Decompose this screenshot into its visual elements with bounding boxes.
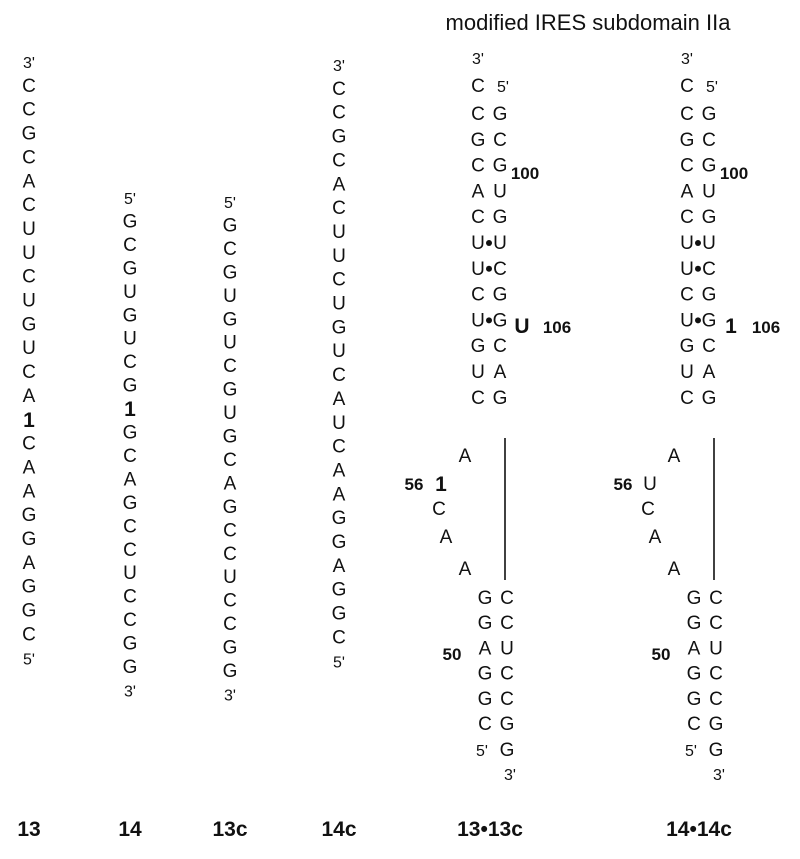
- strand-top-end: 3': [23, 55, 35, 72]
- nucleotide: C: [223, 238, 237, 260]
- nucleotide: C: [500, 663, 514, 685]
- position-number-50: 50: [442, 645, 462, 664]
- nucleotide: A: [332, 174, 346, 196]
- base-pair: [471, 336, 507, 357]
- strand-label: 14: [118, 818, 142, 841]
- nucleotide: G: [122, 657, 138, 678]
- position-number-56: 56: [404, 475, 424, 494]
- base-pair: [680, 233, 716, 254]
- nucleotide: G: [679, 336, 695, 358]
- base-pair: [471, 233, 507, 254]
- position-number-56: 56: [613, 475, 633, 494]
- base-pair: [471, 310, 507, 331]
- loop-nucleotide: A: [458, 446, 472, 467]
- wobble-pair-dot: [695, 317, 701, 323]
- base-pair: [471, 130, 507, 151]
- nucleotide: U: [680, 362, 694, 383]
- base-pair: [478, 689, 514, 710]
- nucleotide: C: [22, 433, 36, 455]
- base-pair: [680, 130, 716, 151]
- nucleotide: G: [331, 508, 347, 530]
- nucleotide: G: [222, 496, 238, 518]
- nucleotide: C: [493, 129, 507, 151]
- nucleotide: U: [223, 332, 237, 354]
- loop-nucleotide: A: [648, 527, 662, 548]
- modified-nucleotide: 1: [435, 473, 447, 496]
- strand-bottom-end: 3': [124, 683, 136, 701]
- nucleotide: C: [22, 195, 36, 217]
- nucleotide: U: [702, 233, 716, 254]
- nucleotide: G: [701, 155, 717, 177]
- nucleotide: G: [21, 576, 37, 598]
- strand-top-end: 3': [333, 58, 345, 75]
- nucleotide: C: [223, 356, 237, 378]
- duplex-top-end: 3': [472, 51, 484, 68]
- nucleotide: G: [470, 336, 486, 358]
- wobble-pair-dot: [486, 240, 492, 246]
- nucleotide: C: [500, 613, 514, 635]
- nucleotide: C: [332, 269, 346, 291]
- strand-13: [17, 55, 40, 841]
- wobble-pair-dot: [695, 240, 701, 246]
- nucleotide: C: [500, 688, 514, 710]
- nucleotide: C: [22, 362, 36, 384]
- nucleotide: G: [679, 129, 695, 151]
- nucleotide: C: [123, 234, 137, 256]
- nucleotide: U: [471, 310, 485, 332]
- nucleotide: G: [222, 379, 238, 401]
- nucleotide: G: [708, 714, 724, 735]
- nucleotide: C: [223, 449, 237, 471]
- nucleotide: C: [687, 714, 701, 735]
- nucleotide: G: [122, 211, 138, 233]
- base-pair: [687, 664, 723, 685]
- base-pair: [680, 259, 716, 280]
- duplex-bottom-left-end: 5': [685, 743, 697, 760]
- nucleotide: C: [680, 387, 694, 409]
- nucleotide: C: [471, 284, 485, 306]
- nucleotide: U: [22, 242, 36, 264]
- position-number-106: 106: [542, 318, 572, 337]
- nucleotide: G: [477, 688, 493, 710]
- base-pair: [479, 638, 514, 659]
- nucleotide: A: [680, 181, 694, 203]
- duplex-label: 13•13c: [457, 818, 523, 841]
- nucleotide: G: [492, 155, 508, 177]
- nucleotide: G: [686, 688, 702, 710]
- base-pair: [471, 362, 507, 383]
- nucleotide: C: [22, 266, 36, 288]
- nucleotide: A: [332, 484, 346, 506]
- nucleotide: U: [709, 638, 723, 660]
- nucleotide: G: [122, 258, 138, 280]
- nucleotide: C: [123, 539, 137, 561]
- nucleotide: G: [686, 588, 702, 609]
- nucleotide: G: [477, 663, 493, 685]
- nucleotide: G: [492, 387, 508, 409]
- nucleotide: C: [478, 714, 492, 735]
- base-pair: [471, 156, 507, 177]
- nucleotide: G: [499, 740, 515, 761]
- duplex-structures: [405, 51, 781, 841]
- base-pair: [471, 104, 507, 125]
- strand-13c: [212, 195, 247, 841]
- nucleotide: C: [680, 284, 694, 306]
- bulge-nucleotide: 1: [725, 315, 737, 338]
- base-pair: [680, 362, 716, 383]
- nucleotide: U: [223, 403, 237, 425]
- strand-bottom-end: 5': [23, 651, 35, 669]
- nucleotide: A: [22, 552, 36, 574]
- nucleotide: U: [493, 233, 507, 254]
- modified-nucleotide: 1: [23, 408, 35, 432]
- nucleotide: G: [21, 529, 37, 550]
- nucleotide: C: [22, 75, 36, 97]
- nucleotide: G: [492, 284, 508, 306]
- base-pair: [680, 310, 716, 331]
- nucleotide: A: [22, 171, 36, 193]
- base-pair: [680, 285, 716, 306]
- nucleotide: C: [22, 624, 36, 646]
- duplex-top-end: 3': [681, 51, 693, 68]
- nucleotide: C: [680, 104, 694, 125]
- nucleotide: C: [709, 613, 723, 635]
- nucleotide: C: [471, 207, 485, 229]
- position-number-106: 106: [751, 318, 781, 337]
- nucleotide: C: [709, 588, 723, 609]
- loop-nucleotide: A: [439, 527, 453, 548]
- nucleotide: U: [223, 285, 237, 307]
- nucleotide: U: [332, 293, 346, 315]
- nucleotide: G: [686, 663, 702, 685]
- base-pair: [478, 714, 514, 735]
- nucleotide: U: [123, 328, 137, 350]
- nucleotide: U: [680, 258, 694, 280]
- nucleotide: C: [22, 147, 36, 169]
- nucleotide: A: [123, 469, 137, 491]
- bulge-nucleotide: U: [514, 315, 530, 338]
- nucleotide: G: [331, 579, 347, 601]
- base-pair: [472, 181, 507, 202]
- nucleotide: C: [709, 688, 723, 710]
- nucleotide: C: [702, 258, 716, 280]
- loop-nucleotide: C: [641, 499, 655, 520]
- strand-top-end: 5': [124, 191, 136, 208]
- nucleotide: G: [492, 104, 508, 125]
- nucleotide: A: [493, 362, 507, 383]
- nucleotide: C: [123, 516, 137, 538]
- nucleotide: A: [22, 385, 36, 407]
- nucleotide: G: [477, 613, 493, 635]
- nucleotide: C: [22, 99, 36, 121]
- base-pair: [687, 613, 723, 634]
- nucleotide: U: [123, 563, 137, 585]
- wobble-pair-dot: [486, 266, 492, 272]
- nucleotide: C: [332, 102, 346, 124]
- base-pair: [680, 207, 716, 228]
- nucleotide: U: [22, 290, 36, 312]
- nucleotide: C: [471, 387, 485, 409]
- nucleotide: G: [686, 613, 702, 635]
- nucleotide: U: [22, 338, 36, 360]
- loop-nucleotide: A: [667, 446, 681, 467]
- nucleotide: G: [21, 123, 37, 145]
- nucleotide: G: [499, 714, 515, 735]
- nucleotide: G: [701, 284, 717, 306]
- strand-bottom-end: 5': [333, 654, 345, 672]
- nucleotide: G: [222, 215, 238, 237]
- duplex-label: 14•14c: [666, 818, 732, 841]
- nucleotide: C: [123, 610, 137, 632]
- duplex-right-end: 5': [706, 79, 718, 96]
- base-pair: [681, 181, 716, 202]
- nucleotide: U: [123, 281, 137, 303]
- loop-nucleotide: U: [643, 474, 657, 495]
- nucleotide: C: [500, 588, 514, 609]
- nucleotide: G: [331, 603, 347, 625]
- position-number-50: 50: [651, 645, 671, 664]
- base-pair: [471, 259, 507, 280]
- nucleotide: U: [332, 221, 346, 243]
- nucleotide: U: [332, 341, 346, 363]
- nucleotide: A: [702, 362, 716, 383]
- base-pair: [688, 638, 723, 659]
- nucleotide: G: [122, 375, 138, 397]
- nucleotide: C: [123, 445, 137, 467]
- nucleotide: A: [332, 388, 346, 410]
- position-number-100: 100: [719, 164, 749, 183]
- nucleotide: G: [122, 633, 138, 655]
- nucleotide: C: [702, 129, 716, 151]
- nucleotide: C: [123, 352, 137, 374]
- duplex-bottom-right-end: 3': [713, 767, 725, 784]
- nucleotide: G: [222, 309, 238, 331]
- nucleotide: C: [332, 436, 346, 458]
- nucleotide: G: [701, 207, 717, 229]
- nucleotide: C: [223, 614, 237, 636]
- nucleotide: C: [471, 104, 485, 125]
- nucleotide: G: [470, 129, 486, 151]
- nucleotide: G: [21, 505, 37, 527]
- nucleotide: G: [701, 387, 717, 409]
- duplex-bottom-right-end: 3': [504, 767, 516, 784]
- nucleotide: G: [708, 740, 724, 761]
- strand-bottom-end: 3': [224, 687, 236, 705]
- nucleotide: U: [500, 638, 514, 660]
- base-pair: [478, 664, 514, 685]
- nucleotide: U: [680, 233, 694, 254]
- nucleotide: A: [22, 481, 36, 503]
- nucleotide: C: [332, 78, 346, 100]
- nucleotide: G: [21, 600, 37, 622]
- nucleotide: A: [223, 473, 237, 495]
- nucleotide: U: [22, 218, 36, 240]
- nucleotide: U: [471, 233, 485, 254]
- nucleotide: U: [680, 310, 694, 332]
- nucleotide: A: [332, 555, 346, 577]
- nucleotide: C: [332, 627, 346, 649]
- nucleotide: C: [680, 207, 694, 229]
- nucleotide: A: [478, 638, 492, 660]
- wobble-pair-dot: [486, 317, 492, 323]
- nucleotide: G: [331, 317, 347, 339]
- modified-nucleotide: 1: [124, 398, 136, 422]
- base-pair: [471, 285, 507, 306]
- nucleotide: C: [680, 76, 694, 97]
- loop-nucleotide: A: [667, 559, 681, 580]
- base-pair: [687, 714, 723, 735]
- wobble-pair-dot: [695, 266, 701, 272]
- strand-label: 14c: [321, 818, 357, 841]
- nucleotide: U: [332, 245, 346, 267]
- strand-14: [118, 191, 142, 841]
- nucleotide: G: [701, 310, 717, 332]
- base-pair: [478, 588, 514, 609]
- nucleotide: G: [122, 422, 138, 444]
- nucleotide: U: [223, 567, 237, 589]
- nucleotide: C: [332, 365, 346, 387]
- nucleotide: G: [222, 426, 238, 448]
- nucleotide: C: [332, 198, 346, 220]
- nucleotide: G: [492, 207, 508, 229]
- nucleotide: A: [687, 638, 701, 660]
- base-pair: [478, 613, 514, 634]
- nucleotide: C: [702, 336, 716, 358]
- duplex-d13: [405, 51, 572, 841]
- nucleotide: G: [331, 126, 347, 148]
- base-pair: [687, 588, 723, 609]
- figure-title: modified IRES subdomain IIa: [445, 10, 731, 35]
- nucleotide: G: [122, 492, 138, 514]
- nucleotide: G: [222, 262, 238, 284]
- position-number-100: 100: [510, 164, 540, 183]
- nucleotide: C: [123, 586, 137, 608]
- duplex-bottom-left-end: 5': [476, 743, 488, 760]
- strand-14c: [321, 58, 356, 841]
- nucleotide: U: [471, 362, 485, 383]
- strand-label: 13: [17, 818, 41, 841]
- base-pair: [471, 388, 507, 409]
- strand-label: 13c: [212, 818, 248, 841]
- nucleotide: C: [471, 76, 485, 97]
- nucleotide: C: [223, 520, 237, 542]
- strand-top-end: 5': [224, 195, 236, 212]
- nucleotide: G: [222, 637, 238, 659]
- nucleotide: C: [223, 543, 237, 565]
- nucleotide: G: [222, 661, 238, 682]
- nucleotide: G: [492, 310, 508, 332]
- nucleotide: U: [332, 412, 346, 434]
- nucleotide: U: [493, 181, 507, 203]
- nucleotide: A: [332, 460, 346, 482]
- nucleotide: G: [331, 532, 347, 553]
- duplex-right-end: 5': [497, 79, 509, 96]
- duplex-d14: [614, 51, 781, 841]
- nucleotide: C: [680, 155, 694, 177]
- base-pair: [687, 689, 723, 710]
- nucleotide: U: [471, 258, 485, 280]
- nucleotide: C: [493, 336, 507, 358]
- base-pair: [680, 156, 716, 177]
- loop-nucleotide: A: [458, 559, 472, 580]
- nucleotide: G: [477, 588, 493, 609]
- nucleotide: G: [122, 305, 138, 327]
- base-pair: [471, 207, 507, 228]
- nucleotide: C: [332, 150, 346, 172]
- loop-nucleotide: C: [432, 499, 446, 520]
- nucleotide: C: [223, 590, 237, 612]
- nucleotide: G: [21, 314, 37, 336]
- base-pair: [680, 104, 716, 125]
- base-pair: [680, 388, 716, 409]
- base-pair: [680, 336, 716, 357]
- nucleotide: A: [22, 457, 36, 479]
- nucleotide: G: [701, 104, 717, 125]
- single-strands: [17, 55, 357, 841]
- nucleotide: C: [471, 155, 485, 177]
- nucleotide: C: [493, 258, 507, 280]
- nucleotide: U: [702, 181, 716, 203]
- nucleotide: C: [709, 663, 723, 685]
- nucleotide: A: [471, 181, 485, 203]
